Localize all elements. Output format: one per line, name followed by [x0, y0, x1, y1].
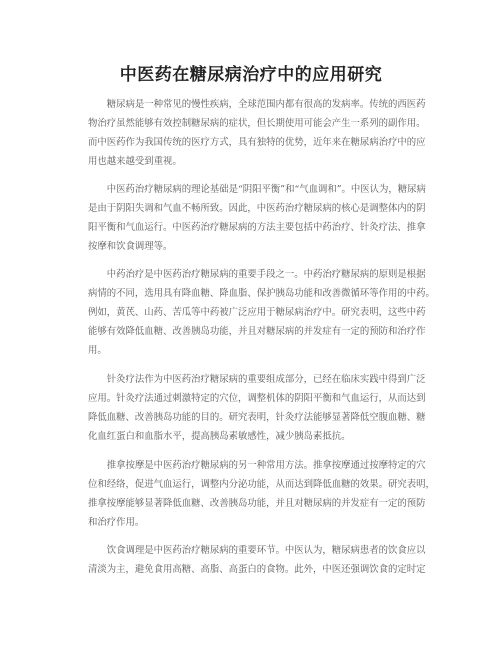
paragraph-line: 而中医药作为我国传统的医疗方式，具有独特的优势，近年来在糖尿病治疗中的应: [88, 137, 426, 148]
paragraph-line: 物治疗虽然能够有效控制糖尿病的症状，但长期使用可能会产生一系列的副作用。: [88, 118, 426, 129]
paragraph-line: 阳平衡和气血运行。中医药治疗糖尿病的方法主要包括中药治疗、针灸疗法、推拿: [88, 222, 426, 233]
paragraph-line: 中医药治疗糖尿病的理论基础是“阴阳平衡”和“气血调和”。中医认为，糖尿病: [88, 184, 426, 195]
paragraph-line: 能够有效降低血糖、改善胰岛功能，并且对糖尿病的并发症有一定的预防和治疗作: [88, 326, 426, 337]
paragraph-line: 和治疗作用。: [88, 517, 145, 528]
paragraph-diet: [88, 541, 426, 579]
paragraph-massage: [88, 456, 435, 532]
paragraph-herbal-medicine: [88, 265, 435, 360]
paragraph-line: 病情的不同，选用具有降血糖、降血脂、保护胰岛功能和改善微循环等作用的中药。: [88, 288, 435, 299]
paragraph-line: 用也越来越受到重视。: [88, 156, 182, 167]
paragraph-line: 化血红蛋白和血脂水平，提高胰岛素敏感性，减少胰岛素抵抗。: [88, 431, 351, 442]
paragraph-line: 降低血糖、改善胰岛功能的目的。研究表明，针灸疗法能够显著降低空腹血糖、糖: [88, 412, 426, 423]
paragraph-line: 推拿按摩是中医药治疗糖尿病的另一种常用方法。推拿按摩通过按摩特定的穴: [88, 460, 426, 471]
paragraph-line: 推拿按摩能够显著降低血糖、改善胰岛功能，并且对糖尿病的并发症有一定的预防: [88, 498, 426, 509]
paragraph-line: 位和经络，促进气血运行，调整内分泌功能，从而达到降低血糖的效果。研究表明，: [88, 479, 435, 490]
paragraph-line: 用。: [88, 345, 107, 356]
paragraph-line: 是由于阴阳失调和气血不畅所致。因此，中医药治疗糖尿病的核心是调整体内的阴: [88, 203, 426, 214]
paragraph-line: 针灸疗法作为中医药治疗糖尿病的重要组成部分，已经在临床实践中得到广泛: [88, 374, 426, 385]
paragraph-line: 应用。针灸疗法通过刺激特定的穴位，调整机体的阴阳平衡和气血运行，从而达到: [88, 393, 426, 404]
paragraph-line: 例如，黄芪、山药、苦瓜等中药被广泛应用于糖尿病治疗中。研究表明，这些中药: [88, 307, 426, 318]
paragraph-line: 清淡为主，避免食用高糖、高脂、高蛋白的食物。此外，中医还强调饮食的定时定: [88, 564, 426, 575]
paragraph-line: 按摩和饮食调理等。: [88, 241, 173, 252]
paragraph-acupuncture: [88, 370, 426, 446]
paragraph-intro: [88, 95, 426, 171]
paragraph-line: 饮食调理是中医药治疗糖尿病的重要环节。中医认为，糖尿病患者的饮食应以: [88, 545, 426, 556]
paragraph-theory: [88, 180, 426, 256]
document-title: 中医药在糖尿病治疗中的应用研究: [119, 65, 383, 85]
paragraph-line: 糖尿病是一种常见的慢性疾病，全球范围内都有很高的发病率。传统的西医药: [88, 99, 426, 110]
paragraph-line: 中药治疗是中医药治疗糖尿病的重要手段之一。中药治疗糖尿病的原则是根据: [88, 269, 426, 280]
